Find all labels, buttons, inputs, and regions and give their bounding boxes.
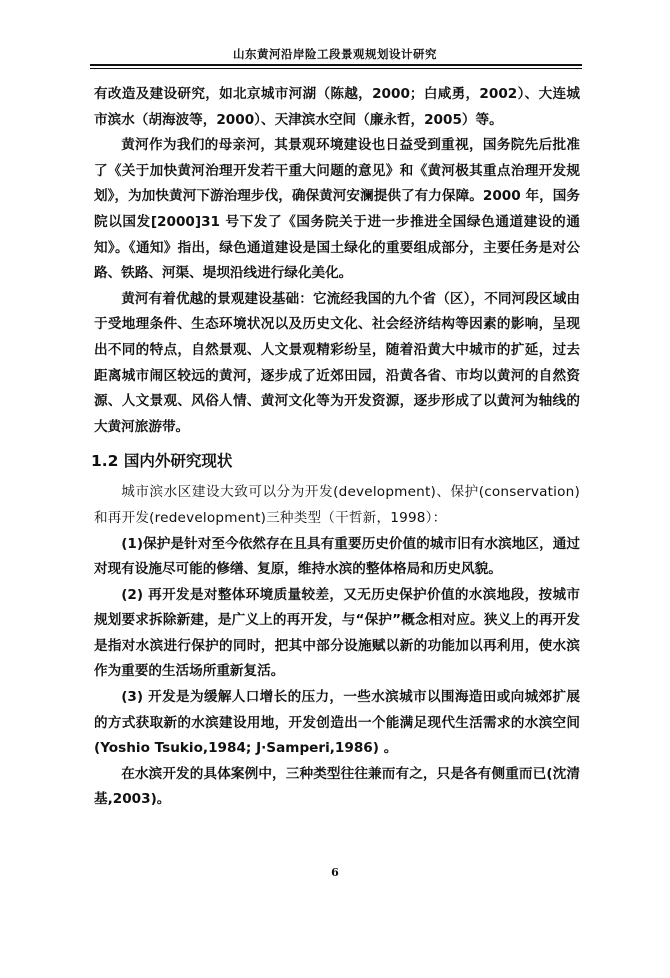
paragraph-type-conservation: (1)保护是针对至今依然存在且具有重要历史价值的城市旧有水滨地区，通过对现有设施尽可能的修缮、复原，维持水滨的整体格局和历史风貌。 [94,535,580,578]
running-header: 山东黄河沿岸险工段景观规划设计研究 [233,47,437,61]
paragraph-continuation: 有改造及建设研究，如北京城市河湖（陈越，2000；白咸勇，2002）、大连城市滨水（胡海波等，2000）、天津滨水空间（廉永哲，2005）等。 [94,86,580,128]
paragraph-type-development: (3) 开发是为缓解人口增长的压力，一些水滨城市以围海造田或向城郊扩展的方式获取新的水滨建设用地，开发创造出一个能满足现代生活需求的水滨空间 (Yoshio Tsukio,1984; J·Samperi,1986) 。 [94,689,580,757]
section-heading: 1.2 国内外研究现状 [91,452,233,471]
paragraph-waterfront-types: 城市滨水区建设大致可以分为开发(development)、保护(conservation)和再开发(redevelopment)三种类型（干哲新，1998）： [94,484,580,526]
paragraph-yellow-river-policy: 黄河作为我们的母亲河，其景观环境建设也日益受到重视，国务院先后批准了《关于加快黄河治理开发若干重大问题的意见》和《黄河极其重点治理开发规划》，为加快黄河下游治理步伐，确保黄河安澜提供了有力保障。2000 年，国务院以国发[2000]31 号下发了《国务院关于进一步推进全国绿色通道建设的通知》。《通知》指出，绿色通道建设是国土绿化的重要组成部分，主要任务是对公路、铁路、河渠、堤坝沿线进行绿化美化。 [94,137,580,282]
page-body [91,82,580,813]
paragraph-type-redevelopment: (2) 再开发是对整体环境质量较差，又无历史保护价值的水滨地段，按城市规划要求拆除新建，是广义上的再开发，与“保护”概念相对应。狭义上的再开发是指对水滨进行保护的同时，把其中部分设施赋以新的功能加以再利用，使水滨作为重要的生活场所重新复活。 [94,586,580,680]
paragraph-landscape-foundation: 黄河有着优越的景观建设基础：它流经我国的九个省（区），不同河段区域由于受地理条件、生态环境状况以及历史文化、社会经济结构等因素的影响，呈现出不同的特点，自然景观、人文景观精彩纷呈，随着沿黄大中城市的扩延，过去距离城市闹区较远的黄河，逐步成了近郊田园，沿黄各省、市均以黄河的自然资源、人文景观、风俗人情、黄河文化等为开发资源，逐步形成了以黄河为轴线的大黄河旅游带。 [94,290,580,435]
page-number: 6 [331,866,339,879]
header-rule-thin [90,68,582,69]
header-rule-thick [90,64,582,66]
paragraph-conclusion: 在水滨开发的具体案例中，三种类型往往兼而有之，只是各有侧重而已(沈清基,2003)。 [94,765,580,808]
